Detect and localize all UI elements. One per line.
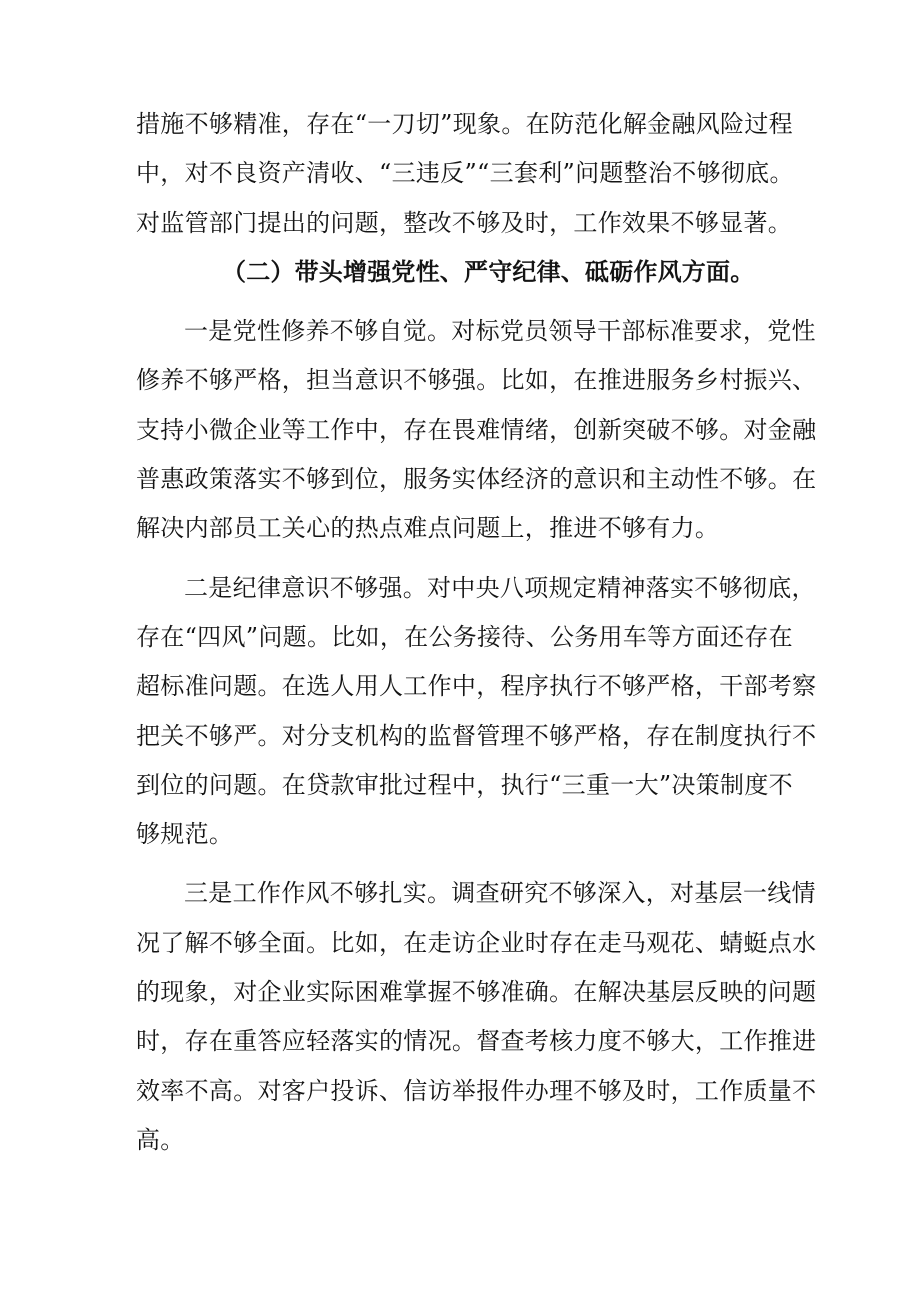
text-line: 二是纪律意识不够强。对中央八项规定精神落实不够彻底， (184, 573, 816, 602)
text-line: 超标准问题。在选人用人工作中，程序执行不够严格，干部考察 (136, 672, 817, 701)
text-line: 一是党性修养不够自觉。对标党员领导干部标准要求，党性 (184, 317, 816, 346)
text-line: 效率不高。对客户投诉、信访举报件办理不够及时，工作质量不 (136, 1076, 817, 1105)
text-line: 够规范。 (136, 820, 234, 849)
text-line: 措施不够精准，存在“一刀切”现象。在防范化解金融风险过程 (136, 110, 793, 138)
text-line: 对监管部门提出的问题，整改不够及时，工作效果不够显著。 (136, 208, 793, 237)
text-line: 况了解不够全面。比如，在走访企业时存在走马观花、蜻蜓点水 (136, 928, 817, 957)
paragraph-spacer (136, 554, 796, 564)
text-line: 存在“四风”问题。比如，在公务接待、公务用车等方面还存在 (136, 622, 793, 651)
paragraph-party-spirit (136, 307, 817, 553)
text-line: 时，存在重答应轻落实的情况。督查考核力度不够大，工作推进 (136, 1027, 817, 1056)
text-line: 支持小微企业等工作中，存在畏难情绪，创新突破不够。对金融 (136, 415, 817, 444)
paragraph-spacer (136, 859, 796, 869)
text-line: 修养不够严格，担当意识不够强。比如，在推进服务乡村振兴、 (136, 366, 817, 395)
text-line: 到位的问题。在贷款审批过程中，执行“三重一大”决策制度不 (136, 770, 793, 799)
text-line: 高。 (136, 1125, 185, 1154)
paragraph-spacer (136, 297, 796, 307)
paragraph-discipline (136, 564, 817, 860)
text-line: 普惠政策落实不够到位，服务实体经济的意识和主动性不够。在 (136, 465, 817, 494)
paragraph-work-style (136, 869, 817, 1165)
text-line: 解决内部员工关心的热点难点问题上，推进不够有力。 (136, 514, 720, 543)
document-body (136, 100, 817, 1165)
section-heading: （二）带头增强党性、严守纪律、砥砺作风方面。 (222, 257, 755, 286)
text-line: 三是工作作风不够扎实。调查研究不够深入，对基层一线情 (184, 879, 816, 908)
text-line: 的现象，对企业实际困难掌握不够准确。在解决基层反映的问题 (136, 978, 817, 1007)
continuation-paragraph (136, 100, 796, 248)
text-line: 中，对不良资产清收、“三违反”“三套利”问题整治不够彻底。 (136, 159, 794, 188)
text-line: 把关不够严。对分支机构的监督管理不够严格，存在制度执行不 (136, 721, 817, 750)
